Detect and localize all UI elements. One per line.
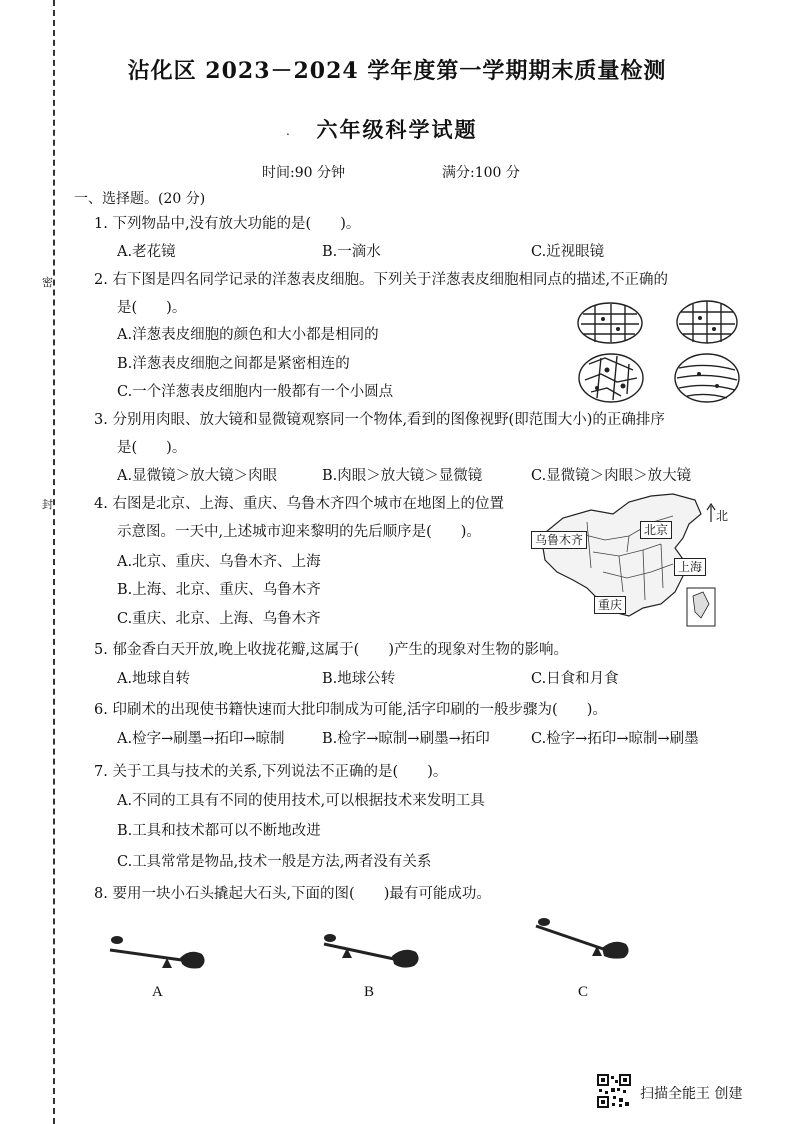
question-8: 8. 要用一块小石头撬起大石头,下面的图( )最有可能成功。 [94,886,491,902]
q2-option-a: A.洋葱表皮细胞的颜色和大小都是相同的 [117,327,379,343]
q1-option-b: B.一滴水 [322,244,381,260]
q7-option-b: B.工具和技术都可以不断地改进 [117,823,321,839]
side-mark-seal-2: 封 [42,494,53,514]
lever-figure-b [318,928,428,978]
q7-option-c: C.工具常常是物品,技术一般是方法,两者没有关系 [117,854,432,870]
q1-option-c: C.近视眼镜 [531,244,605,260]
decor-dot: . [286,124,290,138]
q3-option-c: C.显微镜＞肉眼＞放大镜 [531,468,692,484]
q2-option-b: B.洋葱表皮细胞之间都是紧密相连的 [117,356,350,372]
q3-option-a: A.显微镜＞放大镜＞肉眼 [117,468,278,484]
question-2-cont: 是( )。 [117,300,187,316]
q6-option-b: B.检字→晾制→刷墨→拓印 [322,731,490,747]
q7-option-a: A.不同的工具有不同的使用技术,可以根据技术来发明工具 [117,793,485,809]
q4-option-a: A.北京、重庆、乌鲁木齐、上海 [117,554,321,570]
question-4: 4. 右图是北京、上海、重庆、乌鲁木齐四个城市在地图上的位置 [94,496,504,512]
qr-code-icon [597,1074,631,1108]
q5-option-c: C.日食和月食 [531,671,619,687]
onion-cells-figure [577,298,747,410]
question-2: 2. 右下图是四名同学记录的洋葱表皮细胞。下列关于洋葱表皮细胞相同点的描述,不正确的 [94,272,669,288]
q5-option-b: B.地球公转 [322,671,396,687]
question-1: 1. 下列物品中,没有放大功能的是( )。 [94,216,361,232]
lever-figure-a [104,928,216,978]
exam-subtitle: 六年级科学试题 [316,117,478,142]
question-7: 7. 关于工具与技术的关系,下列说法不正确的是( )。 [94,764,448,780]
lever-label-a: A [152,984,163,1000]
side-mark-seal: 密 [42,272,53,292]
q6-option-c: C.检字→拓印→晾制→刷墨 [531,731,699,747]
question-3-cont: 是( )。 [117,440,187,456]
q4-option-b: B.上海、北京、重庆、乌鲁木齐 [117,582,321,598]
map-label-chongqing: 重庆 [594,596,626,614]
question-5: 5. 郁金香白天开放,晚上收拢花瓣,这属于( )产生的现象对生物的影响。 [94,642,568,658]
exam-title: 沾化区 2023－2024 学年度第一学期期末质量检测 [127,58,667,84]
exam-time: 时间:90 分钟 [262,165,345,181]
binding-line [53,0,55,1124]
q4-option-c: C.重庆、北京、上海、乌鲁木齐 [117,611,321,627]
q6-option-a: A.检字→刷墨→拓印→晾制 [117,731,285,747]
lever-label-b: B [364,984,375,1000]
question-3: 3. 分别用肉眼、放大镜和显微镜观察同一个物体,看到的图像视野(即范围大小)的正确排序 [94,412,665,428]
lever-label-c: C [578,984,589,1000]
exam-score: 满分:100 分 [442,165,520,181]
scanner-watermark-text: 扫描全能王 创建 [640,1086,743,1102]
q2-option-c: C.一个洋葱表皮细胞内一般都有一个小圆点 [117,384,394,400]
question-6: 6. 印刷术的出现使书籍快速而大批印制成为可能,活字印刷的一般步骤为( )。 [94,702,607,718]
section-title: 一、选择题。(20 分) [74,191,206,207]
q1-option-a: A.老花镜 [117,244,176,260]
question-4-cont: 示意图。一天中,上述城市迎来黎明的先后顺序是( )。 [117,524,481,540]
q3-option-b: B.肉眼＞放大镜＞显微镜 [322,468,483,484]
q5-option-a: A.地球自转 [117,671,191,687]
north-label: 北 [716,509,729,523]
lever-figure-c [530,914,640,970]
map-label-shanghai: 上海 [674,558,706,576]
map-label-urumqi: 乌鲁木齐 [531,531,587,549]
map-label-beijing: 北京 [640,521,672,539]
